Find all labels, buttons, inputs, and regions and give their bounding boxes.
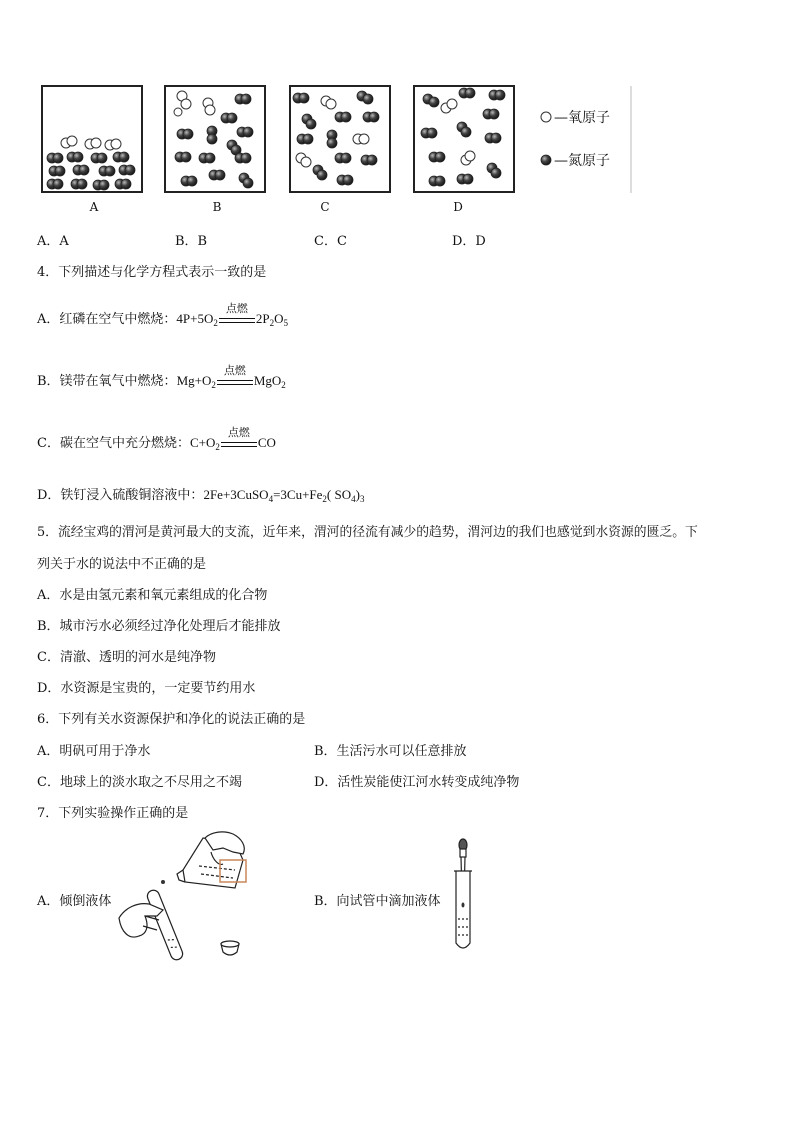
- q4-a-rhs2: O: [274, 311, 284, 326]
- q5-option-a: A．水是由氢元素和氧元素组成的化合物: [37, 588, 268, 603]
- q4-a-rhs1: 2P: [255, 311, 270, 326]
- oxygen-legend-icon: [541, 112, 551, 122]
- q3-option-a: A．A: [37, 234, 69, 249]
- q6-option-b: B．生活污水可以任意排放: [314, 744, 467, 759]
- q3-option-b: B．B: [175, 234, 208, 249]
- q4-b-rhs-sub: 2: [281, 380, 286, 390]
- reaction-condition: 点燃: [223, 364, 246, 378]
- q4-option-a: [37, 302, 288, 328]
- q4-d-sub3: 4: [351, 494, 356, 504]
- reaction-condition: 点燃: [225, 302, 248, 316]
- panel-d-box: [414, 86, 514, 192]
- particle-diagram: [0, 0, 794, 220]
- q4-b-lhs: Mg+O: [176, 373, 212, 388]
- q4-a-rhs-sub1: 2: [269, 318, 275, 328]
- q6-option-a: A．明矾可用于净水: [37, 744, 151, 759]
- q4-a-lhs-sub: 2: [213, 318, 218, 328]
- panel-d-caption: D: [453, 200, 463, 214]
- legend-oxygen-label: —氧原子: [554, 110, 610, 126]
- panel-a-caption: A: [89, 200, 99, 214]
- q7-option-a: A．倾倒液体: [37, 894, 112, 909]
- q4-c-lhs: C+O: [189, 435, 216, 450]
- reaction-arrow: [217, 364, 253, 389]
- panel-a-box: [42, 86, 142, 192]
- q4-d-eq2: =3Cu+Fe: [273, 487, 323, 502]
- reaction-arrow: [219, 302, 255, 327]
- panel-c-box: [290, 86, 390, 192]
- q7-stem: 7．下列实验操作正确的是: [37, 806, 189, 821]
- q4-option-b: [37, 364, 286, 390]
- dropper-illustration: [448, 835, 478, 955]
- q4-d-eq3: ( SO: [326, 487, 352, 502]
- q5-stem-line1: 5．流经宝鸡的渭河是黄河最大的支流，近年来，渭河的径流有减少的趋势，渭河边的我们也感觉到水资源的匮乏。下: [37, 525, 698, 540]
- q4-d-sub4: 3: [359, 494, 365, 504]
- q7-option-b: B．向试管中滴加液体: [314, 894, 441, 909]
- q4-c-lhs-sub: 2: [215, 442, 220, 452]
- q4-b-lhs-sub: 2: [211, 380, 216, 390]
- q4-c-rhs: CO: [257, 435, 276, 450]
- q4-d-label: D．铁钉浸入硫酸铜溶液中：: [37, 488, 204, 503]
- pouring-liquid-illustration: [115, 830, 285, 970]
- q4-b-label: B．镁带在氧气中燃烧：: [37, 374, 177, 389]
- panel-b-caption: B: [212, 200, 222, 214]
- q4-a-lhs: 4P+5O: [176, 311, 214, 326]
- q4-c-label: C．碳在空气中充分燃烧：: [37, 436, 190, 451]
- q4-a-rhs-sub2: 5: [283, 318, 288, 328]
- q4-a-label: A．红磷在空气中燃烧：: [37, 312, 177, 327]
- q5-option-b: B．城市污水必须经过净化处理后才能排放: [37, 619, 281, 634]
- q4-option-d: [37, 484, 364, 504]
- q4-d-sub2: 2: [322, 494, 327, 504]
- panel-c-caption: C: [320, 200, 330, 214]
- q5-stem-line2: 列关于水的说法中不正确的是: [37, 557, 207, 572]
- q4-option-c: [37, 426, 276, 452]
- q6-stem: 6．下列有关水资源保护和净化的说法正确的是: [37, 712, 306, 727]
- panel-b-box: [165, 86, 265, 192]
- q3-option-d: D．D: [452, 234, 486, 249]
- q5-option-c: C．清澈、透明的河水是纯净物: [37, 650, 216, 665]
- q4-d-eq1: 2Fe+3CuSO: [203, 487, 269, 502]
- q4-stem: 4．下列描述与化学方程式表示一致的是: [37, 265, 267, 280]
- q5-option-d: D．水资源是宝贵的，一定要节约用水: [37, 681, 256, 696]
- legend: [541, 86, 631, 193]
- q4-d-eq4: ): [355, 487, 360, 502]
- q3-option-c: C．C: [314, 234, 347, 249]
- q6-option-d: D．活性炭能使江河水转变成纯净物: [314, 775, 520, 790]
- legend-nitrogen-label: —氮原子: [554, 153, 610, 169]
- q4-d-sub1: 4: [268, 494, 274, 504]
- q4-b-rhs: MgO: [253, 373, 282, 388]
- reaction-condition: 点燃: [227, 426, 250, 440]
- q6-option-c: C．地球上的淡水取之不尽用之不竭: [37, 775, 242, 790]
- nitrogen-legend-icon: [541, 155, 551, 165]
- reaction-arrow: [221, 426, 257, 451]
